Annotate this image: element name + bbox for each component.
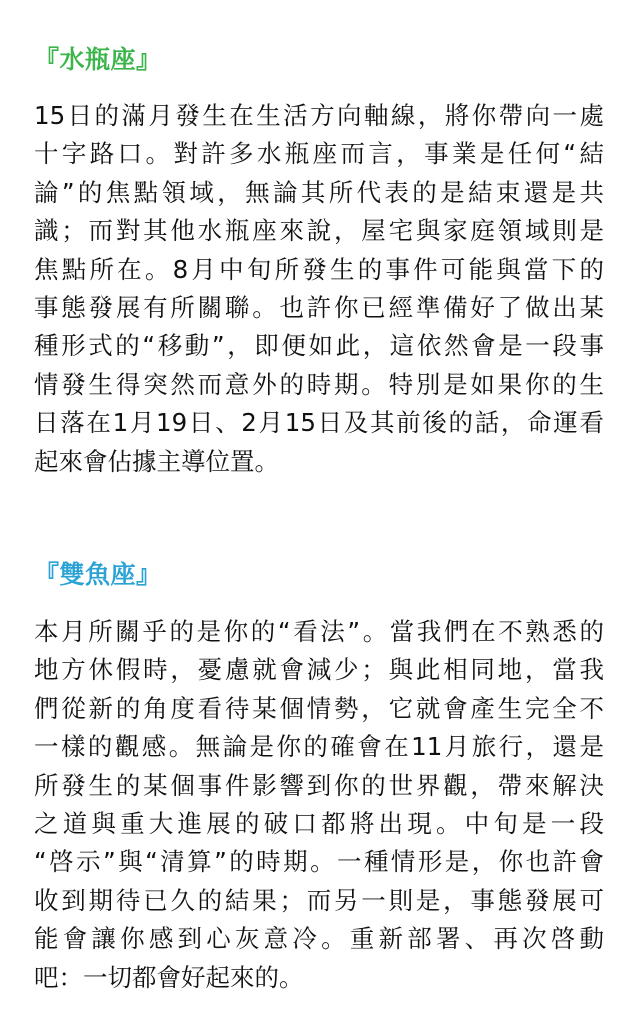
paragraph-line: 吧：一切都會好起來的。: [34, 962, 304, 992]
paragraph-line: 之道與重大進展的破口都將出現。中旬是一段: [34, 808, 604, 838]
paragraph-line: 們從新的角度看待某個情勢，它就會產生完全不: [34, 693, 604, 723]
paragraph-line: 事態發展有所關聯。也許你已經準備好了做出某: [34, 292, 604, 322]
paragraph-line: 論”的焦點領域，無論其所代表的是結束還是共: [34, 177, 604, 207]
pisces-paragraph: [34, 613, 604, 997]
paragraph-line: 地方休假時，憂慮就會減少；與此相同地，當我: [34, 655, 604, 685]
paragraph-line: 情發生得突然而意外的時期。特別是如果你的生: [34, 369, 604, 399]
paragraph-line: 能會讓你感到心灰意冷。重新部署、再次啓動: [34, 924, 604, 954]
paragraph-line: 收到期待已久的結果；而另一則是，事態發展可: [34, 885, 604, 915]
aquarius-heading: 『水瓶座』: [34, 44, 162, 74]
paragraph-line: 識；而對其他水瓶座來說，屋宅與家庭領域則是: [34, 216, 604, 246]
pisces-heading: 『雙魚座』: [34, 559, 162, 589]
paragraph-line: 本月所關乎的是你的“看法”。當我們在不熟悉的: [34, 617, 604, 646]
paragraph-line: 十字路口。對許多水瓶座而言，事業是任何“結: [34, 139, 604, 169]
paragraph-line: 種形式的“移動”，即便如此，這依然會是一段事: [34, 331, 604, 361]
aquarius-paragraph: [34, 97, 604, 481]
paragraph-line: “啓示”與“清算”的時期。一種情形是，你也許會: [34, 847, 604, 877]
paragraph-line: 15日的滿月發生在生活方向軸線，將你帶向一處: [34, 101, 604, 130]
paragraph-line: 所發生的某個事件影響到你的世界觀，帶來解決: [34, 770, 604, 800]
paragraph-line: 一樣的觀感。無論是你的確會在11月旅行，還是: [34, 732, 604, 762]
paragraph-line: 起來會佔據主導位置。: [34, 446, 279, 476]
paragraph-line: 焦點所在。8月中旬所發生的事件可能與當下的: [34, 254, 604, 284]
paragraph-line: 日落在1月19日、2月15日及其前後的話，命運看: [34, 408, 604, 438]
